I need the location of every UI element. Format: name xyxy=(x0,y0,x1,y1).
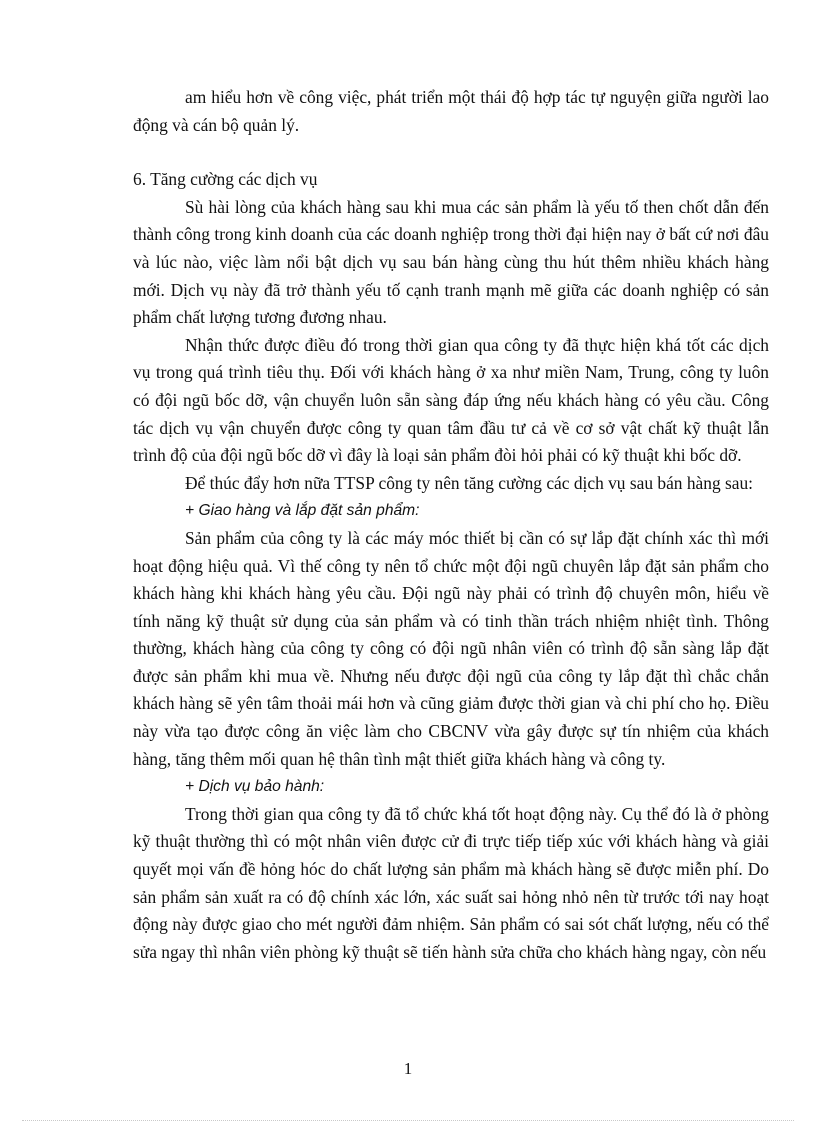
subheading-delivery-installation: + Giao hàng và lắp đặt sản phẩm: xyxy=(185,502,420,520)
paragraph-recommendation: Để thúc đẩy hơn nữa TTSP công ty nên tăng cường các dịch vụ sau bán hàng sau: xyxy=(185,472,754,493)
paragraph-installation: Sản phẩm của công ty là các máy móc thiết bị cần có sự lắp đặt chính xác thì mới hoạt động hiệu quả. Vì thế công ty nên tổ chức một đội ngũ chuyên lắp đặt sản phẩm cho khách hàng khi khách hàng yêu cầu. Đội ngũ này phải có trình độ chuyên môn, hiểu về tính năng kỹ thuật sử dụng của sản phẩm và có tinh thần trách nhiệm nhiệt tình. Thông thường, khách hàng của công ty công có đội ngũ nhân viên có trình độ sẵn sàng lắp đặt được sản phẩm khi mua về. Nhưng nếu được đội ngũ của công ty lắp đặt thì chắc chắn khách hàng sẽ yên tâm thoải mái hơn và cũng giảm được thời gian và chi phí cho họ. Điều này vừa tạo được công ăn việc làm cho CBCNV vừa gây được sự tín nhiệm của khách hàng, tăng thêm mối quan hệ thân tình mật thiết giữa khách hàng và công ty. xyxy=(133,527,769,769)
subheading-warranty: + Dịch vụ bảo hành: xyxy=(185,778,325,796)
paragraph-current-services: Nhận thức được điều đó trong thời gian qua công ty đã thực hiện khá tốt các dịch vụ trong quá trình tiêu thụ. Đối với khách hàng ở xa như miền Nam, Trung, công ty luôn có đội ngũ bốc dỡ, vận chuyển luôn sẵn sàng đáp ứng nếu khách hàng có yêu cầu. Công tác dịch vụ vận chuyển được công ty quan tâm đầu tư cả về cơ sở vật chất kỹ thuật lẫn trình độ của đội ngũ bốc dỡ vì đây là loại sản phẩm đòi hỏi phải có kỹ thuật khi bốc dỡ. xyxy=(133,334,769,466)
document-page xyxy=(133,84,769,966)
paragraph-customer-satisfaction: Sù hài lòng của khách hàng sau khi mua các sản phẩm là yếu tố then chốt dẫn đến thành công trong kinh doanh của các doanh nghiệp trong thời đại hiện nay ở bất cứ nơi đâu và lúc nào, việc làm nổi bật dịch vụ sau bán hàng cùng thu hút thêm nhiều khách hàng mới. Dịch vụ này đã trở thành yếu tố cạnh tranh mạnh mẽ giữa các doanh nghiệp có sản phẩm chất lượng tương đương nhau. xyxy=(133,196,769,328)
page-number: 1 xyxy=(403,1059,413,1078)
section-heading: 6. Tăng cường các dịch vụ xyxy=(133,169,318,190)
blank-line xyxy=(133,139,769,166)
paragraph-continuation: am hiểu hơn về công việc, phát triển một thái độ hợp tác tự nguyện giữa người lao động và cán bộ quản lý. xyxy=(133,87,769,135)
page-bottom-divider xyxy=(22,1120,794,1121)
paragraph-warranty: Trong thời gian qua công ty đã tổ chức khá tốt hoạt động này. Cụ thể đó là ở phòng kỹ thuật thường thì có một nhân viên được cử đi trực tiếp tiếp xúc với khách hàng và giải quyết mọi vấn đề hỏng hóc do chất lượng sản phẩm mà khách hàng sẽ được miễn phí. Do sản phẩm sản xuất ra có độ chính xác lớn, xác suất sai hỏng nhỏ nên từ trước tới nay hoạt động này được giao cho mét người đảm nhiệm. Sản phẩm có sai sót chất lượng, nếu có thể sửa ngay thì nhân viên phòng kỹ thuật sẽ tiến hành sửa chữa cho khách hàng ngay, còn nếu xyxy=(133,803,769,962)
